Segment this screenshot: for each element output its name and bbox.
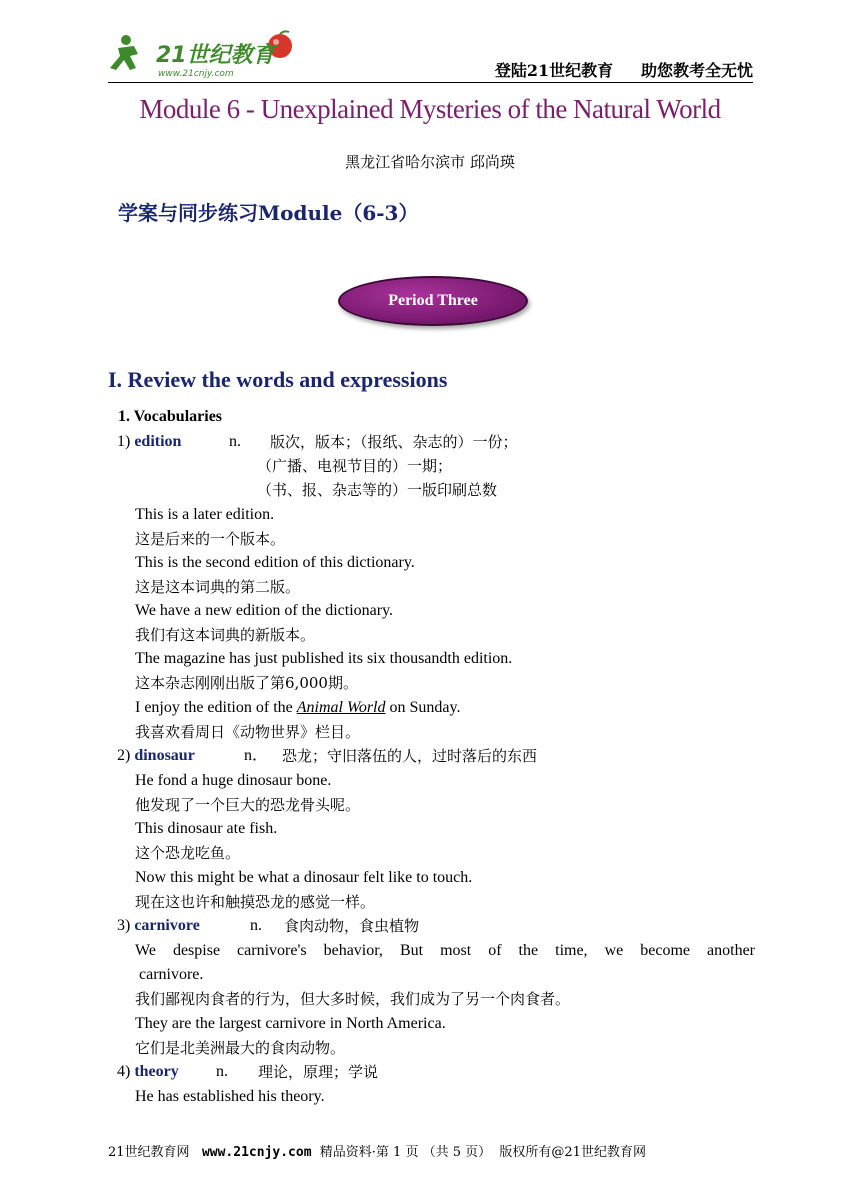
example-cn: 现在这也许和触摸恐龙的感觉一样。 [135, 893, 376, 911]
vocab-subheading: 1. Vocabularies [118, 408, 223, 425]
entry-definition: （广播、电视节目的）一期； [257, 457, 453, 475]
entry-definition: 食肉动物，食虫植物 [284, 917, 420, 935]
entry-carnivore-line [117, 916, 200, 936]
entry-num: 1) [117, 433, 131, 450]
entry-definition: 恐龙；守旧落伍的人，过时落后的东西 [282, 747, 538, 765]
entry-pos: n. [216, 1063, 228, 1080]
page-title: Module 6 - Unexplained Mysteries of the Natural World [139, 94, 721, 124]
entry-word: edition [134, 433, 182, 450]
subtitle: 学案与同步练习Module（6-3） [118, 201, 419, 225]
svg-text:21世纪教育: 21世纪教育 [156, 43, 275, 68]
footer-url: www.21cnjy.com [201, 1145, 312, 1160]
period-label: Period Three [388, 292, 478, 309]
example-en: Now this might be what a dinosaur felt like to touch. [135, 869, 473, 886]
author-line: 黑龙江省哈尔滨市 邱尚瑛 [345, 153, 515, 171]
example-en: This dinosaur ate fish. [135, 820, 278, 837]
example-text: I enjoy the edition of the [135, 699, 297, 716]
example-cn: 它们是北美洲最大的食肉动物。 [135, 1039, 346, 1057]
section-heading: I. Review the words and expressions [108, 367, 448, 392]
entry-definition: 版次，版本；（报纸、杂志的）一份； [270, 433, 518, 451]
example-cn: 这是后来的一个版本。 [135, 530, 286, 548]
footer-copyright: 版权所有@21世纪教育网 [499, 1145, 646, 1160]
svg-text:www.21cnjy.com: www.21cnjy.com [158, 69, 234, 79]
example-cn: 我们有这本词典的新版本。 [135, 626, 316, 644]
entry-word: carnivore [134, 917, 200, 934]
program-title: Animal World [296, 699, 386, 716]
example-text: on Sunday. [385, 699, 461, 716]
example-en: carnivore. [139, 966, 204, 983]
example-en [135, 698, 460, 718]
entry-num: 4) [117, 1063, 131, 1080]
entry-num: 3) [117, 917, 131, 934]
entry-theory-line [117, 1062, 179, 1082]
footer-page-info: 精品资料·第 1 页 （共 5 页） [319, 1145, 492, 1160]
example-cn: 这本杂志刚刚出版了第6,000期。 [135, 674, 358, 692]
slogan-right: 助您教考全无忧 [640, 61, 753, 80]
footer-site-name: 21世纪教育网 [108, 1145, 190, 1160]
entry-edition-line [117, 432, 181, 452]
entry-word: theory [134, 1063, 179, 1080]
example-en: He has established his theory. [135, 1088, 325, 1105]
example-en: This is the second edition of this dictionary. [135, 554, 415, 571]
example-en: He fond a huge dinosaur bone. [135, 772, 332, 789]
entry-definition: （书、报、杂志等的）一版印刷总数 [257, 481, 498, 499]
example-cn: 这是这本词典的第二版。 [135, 578, 301, 596]
entry-pos: n. [229, 433, 241, 450]
entry-word: dinosaur [134, 747, 195, 764]
entry-dinosaur-line [117, 746, 195, 766]
example-en: The magazine has just published its six thousandth edition. [135, 650, 513, 667]
example-en: This is a later edition. [135, 506, 275, 523]
entry-num: 2) [117, 747, 131, 764]
example-cn: 他发现了一个巨大的恐龙骨头呢。 [135, 796, 361, 814]
example-cn: 我们鄙视肉食者的行为，但大多时候，我们成为了另一个肉食者。 [135, 990, 571, 1008]
slogan-left: 登陆21世纪教育 [494, 61, 614, 80]
example-en: We have a new edition of the dictionary. [135, 602, 394, 619]
entry-pos: n. [250, 917, 262, 934]
entry-pos: n． [244, 747, 269, 764]
example-cn: 这个恐龙吃鱼。 [135, 844, 241, 862]
example-en: We despise carnivore's behavior, But most of the time, we become another [135, 942, 755, 959]
example-cn: 我喜欢看周日《动物世界》栏目。 [135, 723, 361, 741]
entry-definition: 理论，原理；学说 [258, 1063, 379, 1081]
example-en: They are the largest carnivore in North America. [135, 1015, 446, 1032]
page-footer [108, 1141, 646, 1160]
